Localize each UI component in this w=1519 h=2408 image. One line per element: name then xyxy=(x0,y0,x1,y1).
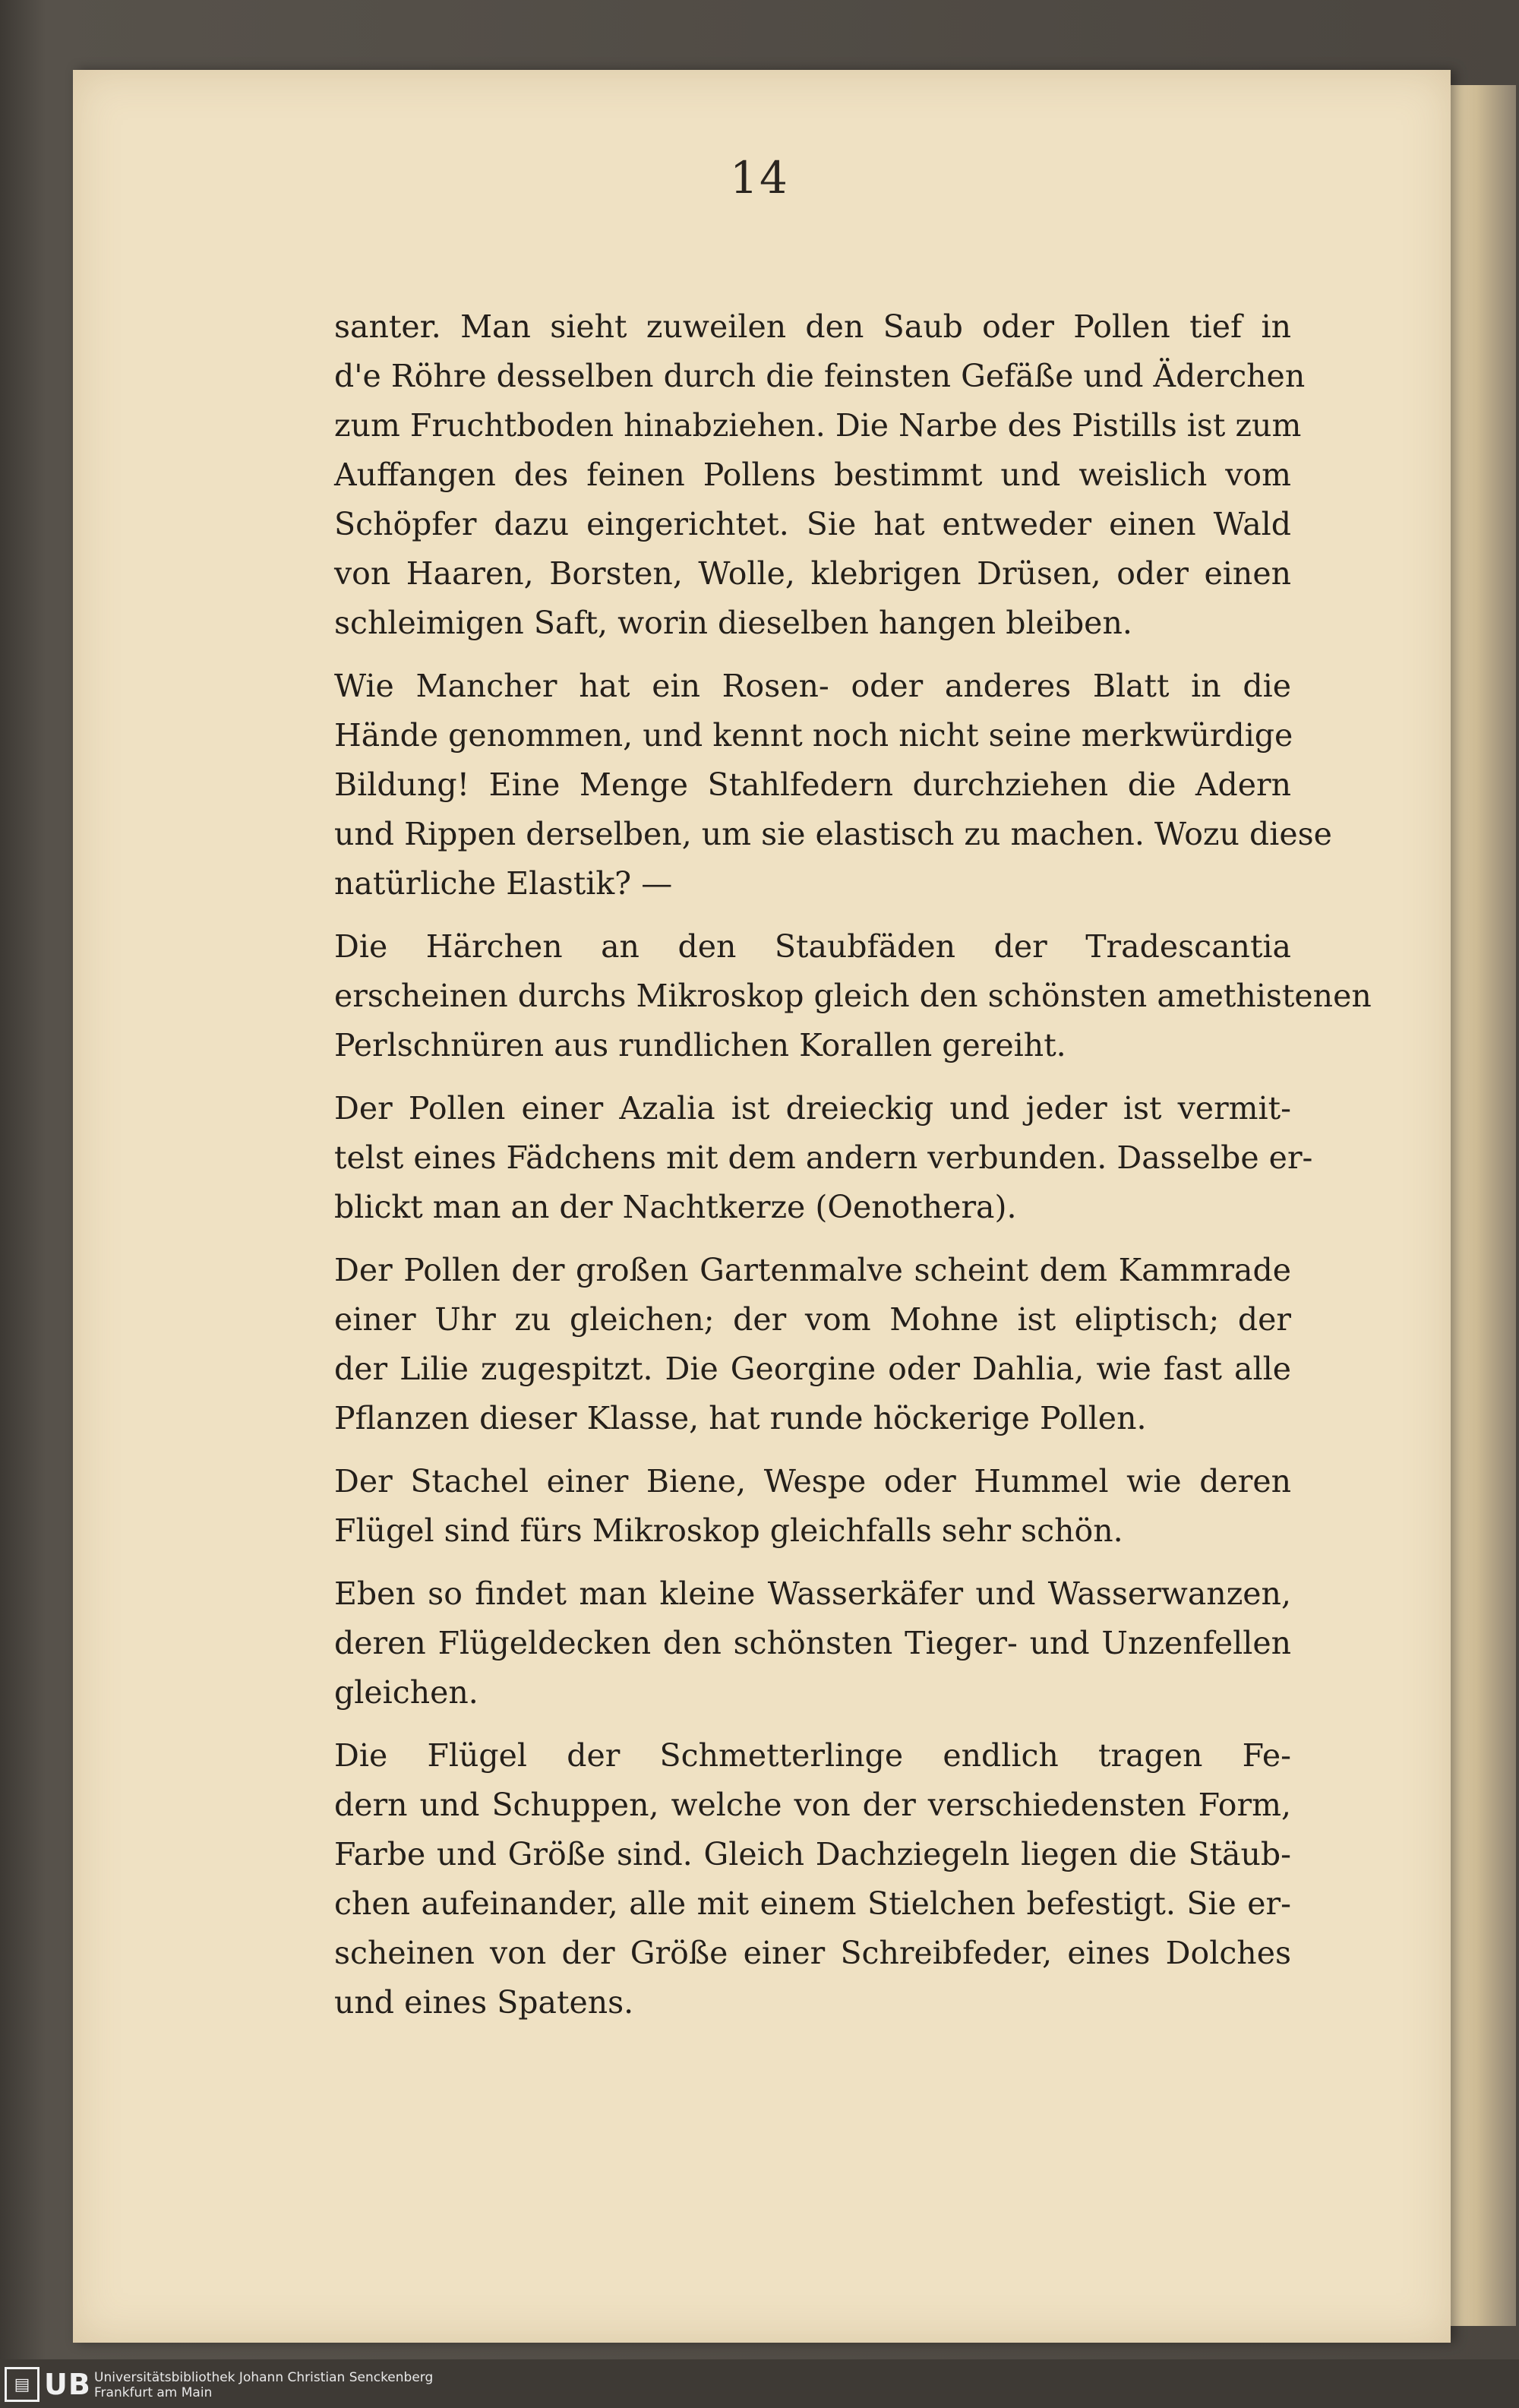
paragraph-4 xyxy=(334,1084,1313,1232)
text-line: Perlschnüren aus rundlichen Korallen gereiht. xyxy=(334,1027,1066,1063)
institution-credit xyxy=(94,2370,433,2400)
paragraph-1 xyxy=(334,302,1306,648)
institution-city: Frankfurt am Main xyxy=(94,2385,213,2400)
text-line: deren Flügeldecken den schönsten Tieger- und Unzenfellen xyxy=(334,1625,1291,1661)
text-line: Der Stachel einer Biene, Wespe oder Hummel wie deren xyxy=(334,1463,1291,1499)
ub-logo-text: UB xyxy=(44,2368,91,2401)
text-line: Der Pollen der großen Gartenmalve scheint dem Kammrade xyxy=(334,1252,1291,1288)
ub-logo-icon: ▤ xyxy=(5,2367,39,2402)
text-line: Pflanzen dieser Klasse, hat runde höckerige Pollen. xyxy=(334,1400,1147,1436)
text-line: Eben so findet man kleine Wasserkäfer und Wasserwanzen, xyxy=(334,1575,1291,1612)
page-number: 14 xyxy=(730,152,789,204)
text-line: erscheinen durchs Mikroskop gleich den schönsten amethistenen xyxy=(334,978,1372,1014)
text-line: Wie Mancher hat ein Rosen- oder anderes Blatt in die xyxy=(334,668,1291,704)
text-line: Farbe und Größe sind. Gleich Dachziegeln liegen die Stäub- xyxy=(334,1836,1291,1872)
text-line: gleichen. xyxy=(334,1674,478,1711)
text-line: santer. Man sieht zuweilen den Saub oder Pollen tief in xyxy=(334,308,1291,345)
text-line: Flügel sind fürs Mikroskop gleichfalls sehr schön. xyxy=(334,1512,1123,1549)
text-line: Die Härchen an den Staubfäden der Tradescantia xyxy=(334,928,1291,965)
paragraph-3 xyxy=(334,922,1372,1070)
page-text xyxy=(334,302,1372,2041)
text-line: und Rippen derselben, um sie elastisch zu machen. Wozu diese xyxy=(334,816,1332,852)
institution-name: Universitätsbibliothek Johann Christian Senckenberg xyxy=(94,2370,434,2385)
text-line: dern und Schuppen, welche von der verschiedensten Form, xyxy=(334,1787,1291,1823)
text-line: scheinen von der Größe einer Schreibfeder, eines Dolches xyxy=(334,1935,1291,1971)
paragraph-5 xyxy=(334,1246,1291,1443)
text-line: einer Uhr zu gleichen; der vom Mohne ist eliptisch; der xyxy=(334,1301,1291,1338)
text-line: und eines Spatens. xyxy=(334,1984,634,2021)
text-line: Der Pollen einer Azalia ist dreieckig und jeder ist vermit- xyxy=(334,1090,1291,1127)
paragraph-7 xyxy=(334,1569,1291,1718)
text-line: blickt man an der Nachtkerze (Oenothera). xyxy=(334,1189,1017,1225)
paragraph-2 xyxy=(334,662,1332,909)
text-line: schleimigen Saft, worin dieselben hangen bleiben. xyxy=(334,605,1132,641)
next-page-edge xyxy=(1451,85,1516,2326)
text-line: Die Flügel der Schmetterlinge endlich tragen Fe- xyxy=(334,1737,1291,1774)
text-line: zum Fruchtboden hinabziehen. Die Narbe des Pistills ist zum xyxy=(334,407,1302,444)
text-line: Schöpfer dazu eingerichtet. Sie hat entweder einen Wald xyxy=(334,506,1291,542)
text-line: Hände genommen, und kennt noch nicht seine merkwürdige xyxy=(334,717,1293,754)
library-footer xyxy=(0,2359,1519,2408)
text-line: von Haaren, Borsten, Wolle, klebrigen Drüsen, oder einen xyxy=(334,555,1291,592)
text-line: telst eines Fädchens mit dem andern verbunden. Dasselbe er- xyxy=(334,1139,1313,1176)
text-line: d'e Röhre desselben durch die feinsten Gefäße und Äderchen xyxy=(334,358,1306,394)
paragraph-6 xyxy=(334,1457,1291,1556)
text-line: der Lilie zugespitzt. Die Georgine oder Dahlia, wie fast alle xyxy=(334,1351,1291,1387)
text-line: Bildung! Eine Menge Stahlfedern durchziehen die Adern xyxy=(334,766,1291,803)
text-line: natürliche Elastik? — xyxy=(334,865,673,902)
paragraph-8 xyxy=(334,1731,1291,2027)
ub-logo xyxy=(5,2367,91,2402)
text-line: Auffangen des feinen Pollens bestimmt und weislich vom xyxy=(334,457,1291,493)
text-line: chen aufeinander, alle mit einem Stielchen befestigt. Sie er- xyxy=(334,1885,1291,1922)
